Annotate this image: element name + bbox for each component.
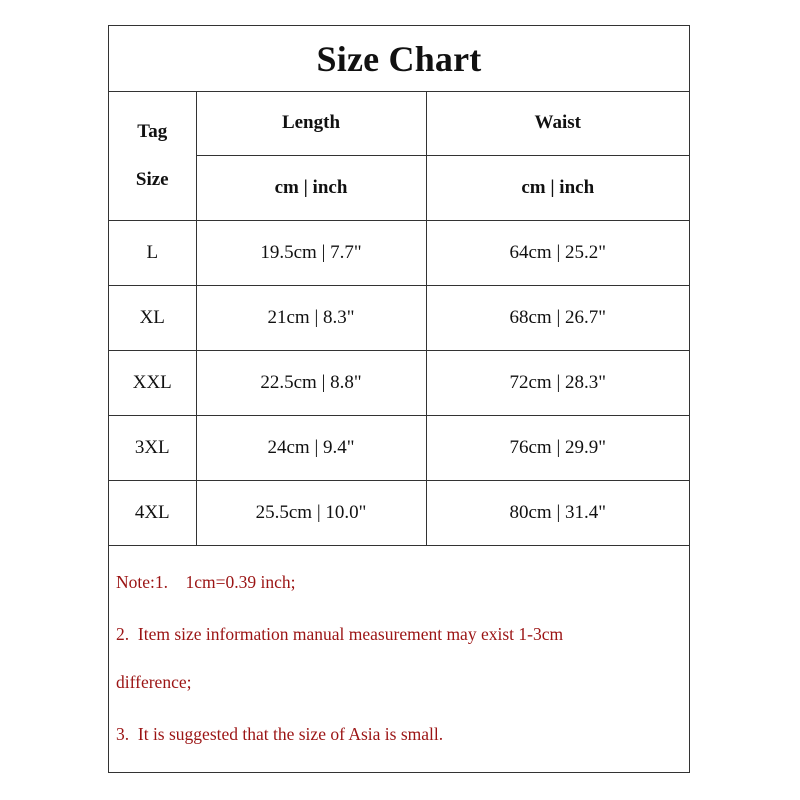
note-2: 2. Item size information manual measurement may exist 1-3cm [116, 624, 564, 644]
length-cell: 25.5cm | 10.0" [196, 481, 426, 546]
table-row [109, 351, 689, 416]
note-2-continued: difference; [116, 672, 192, 692]
size-cell: XXL [109, 351, 196, 416]
length-cell: 21cm | 8.3" [196, 286, 426, 351]
waist-header: Waist [426, 91, 689, 156]
waist-units-header: cm | inch [426, 156, 689, 221]
length-cell: 22.5cm | 8.8" [196, 351, 426, 416]
length-cell: 19.5cm | 7.7" [196, 221, 426, 286]
table-row [109, 286, 689, 351]
waist-cell: 64cm | 25.2" [426, 221, 689, 286]
table-units-row [109, 156, 689, 221]
size-cell: 4XL [109, 481, 196, 546]
table-row [109, 221, 689, 286]
waist-cell: 80cm | 31.4" [426, 481, 689, 546]
size-cell: 3XL [109, 416, 196, 481]
tag-header-line1: Tag [137, 120, 168, 142]
tag-size-header [109, 91, 196, 221]
size-chart [108, 25, 690, 773]
tag-header-line2: Size [135, 168, 169, 190]
length-units-header: cm | inch [196, 156, 426, 221]
waist-cell: 68cm | 26.7" [426, 286, 689, 351]
note-1: Note:1. 1cm=0.39 inch; [116, 572, 296, 592]
table-header-row [109, 91, 689, 156]
table-row [109, 416, 689, 481]
size-cell: XL [109, 286, 196, 351]
size-cell: L [109, 221, 196, 286]
waist-cell: 76cm | 29.9" [426, 416, 689, 481]
size-table [109, 91, 689, 546]
length-cell: 24cm | 9.4" [196, 416, 426, 481]
note-3: 3. It is suggested that the size of Asia is small. [116, 724, 444, 744]
table-row [109, 481, 689, 546]
chart-title: Size Chart [109, 26, 689, 92]
length-header: Length [196, 91, 426, 156]
waist-cell: 72cm | 28.3" [426, 351, 689, 416]
